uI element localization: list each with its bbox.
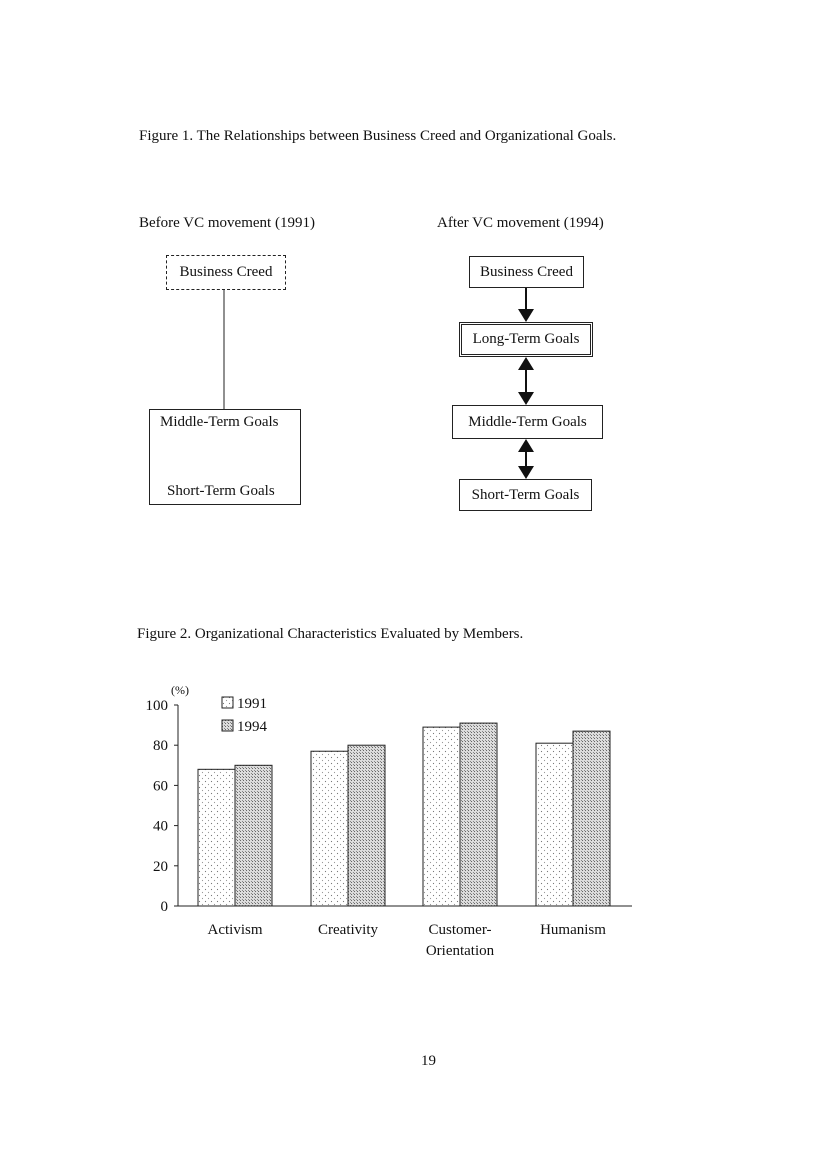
after-short-goals-label: Short-Term Goals	[471, 486, 580, 503]
bar-1991-humanism	[536, 743, 573, 906]
page-number: 19	[421, 1053, 436, 1069]
legend-label-1994: 1994	[237, 719, 267, 735]
after-business-creed-label: Business Creed	[480, 263, 573, 280]
figure1-caption: Figure 1. The Relationships between Business Creed and Organizational Goals.	[139, 128, 617, 144]
before-middle-goals-label: Middle-Term Goals	[160, 414, 279, 430]
x-tick-label: Activism	[207, 922, 263, 938]
y-tick-label: 100	[145, 698, 168, 714]
legend-swatch-1991	[222, 697, 233, 708]
y-tick-label: 0	[160, 899, 168, 915]
figure2-caption: Figure 2. Organizational Characteristics Evaluated by Members.	[137, 626, 524, 642]
bar-1994-humanism	[573, 731, 610, 906]
after-middle-goals-label: Middle-Term Goals	[468, 413, 587, 430]
legend-label-1991: 1991	[237, 696, 267, 712]
y-unit-label: (%)	[171, 683, 189, 697]
before-business-creed-label: Business Creed	[179, 264, 273, 280]
after-long-goals-label: Long-Term Goals	[472, 331, 580, 347]
bar-1994-customer-orientation	[460, 723, 497, 906]
after-title: After VC movement (1994)	[437, 215, 604, 231]
y-tick-label: 20	[153, 858, 168, 875]
x-tick-label: Humanism	[540, 922, 606, 938]
bar-1991-creativity	[311, 751, 348, 906]
y-tick-label: 80	[153, 738, 168, 755]
bar-1994-creativity	[348, 745, 385, 906]
x-tick-label: Customer-	[428, 922, 492, 938]
legend-swatch-1994	[222, 720, 233, 731]
y-tick-label: 60	[153, 778, 168, 795]
bar-1994-activism	[235, 765, 272, 906]
x-tick-label: Orientation	[425, 943, 495, 959]
before-title: Before VC movement (1991)	[139, 215, 315, 231]
bar-1991-customer-orientation	[423, 727, 460, 906]
bar-1991-activism	[198, 769, 235, 906]
before-short-goals-label: Short-Term Goals	[167, 483, 275, 499]
x-tick-label: Creativity	[318, 922, 378, 938]
y-tick-label: 40	[153, 818, 168, 835]
